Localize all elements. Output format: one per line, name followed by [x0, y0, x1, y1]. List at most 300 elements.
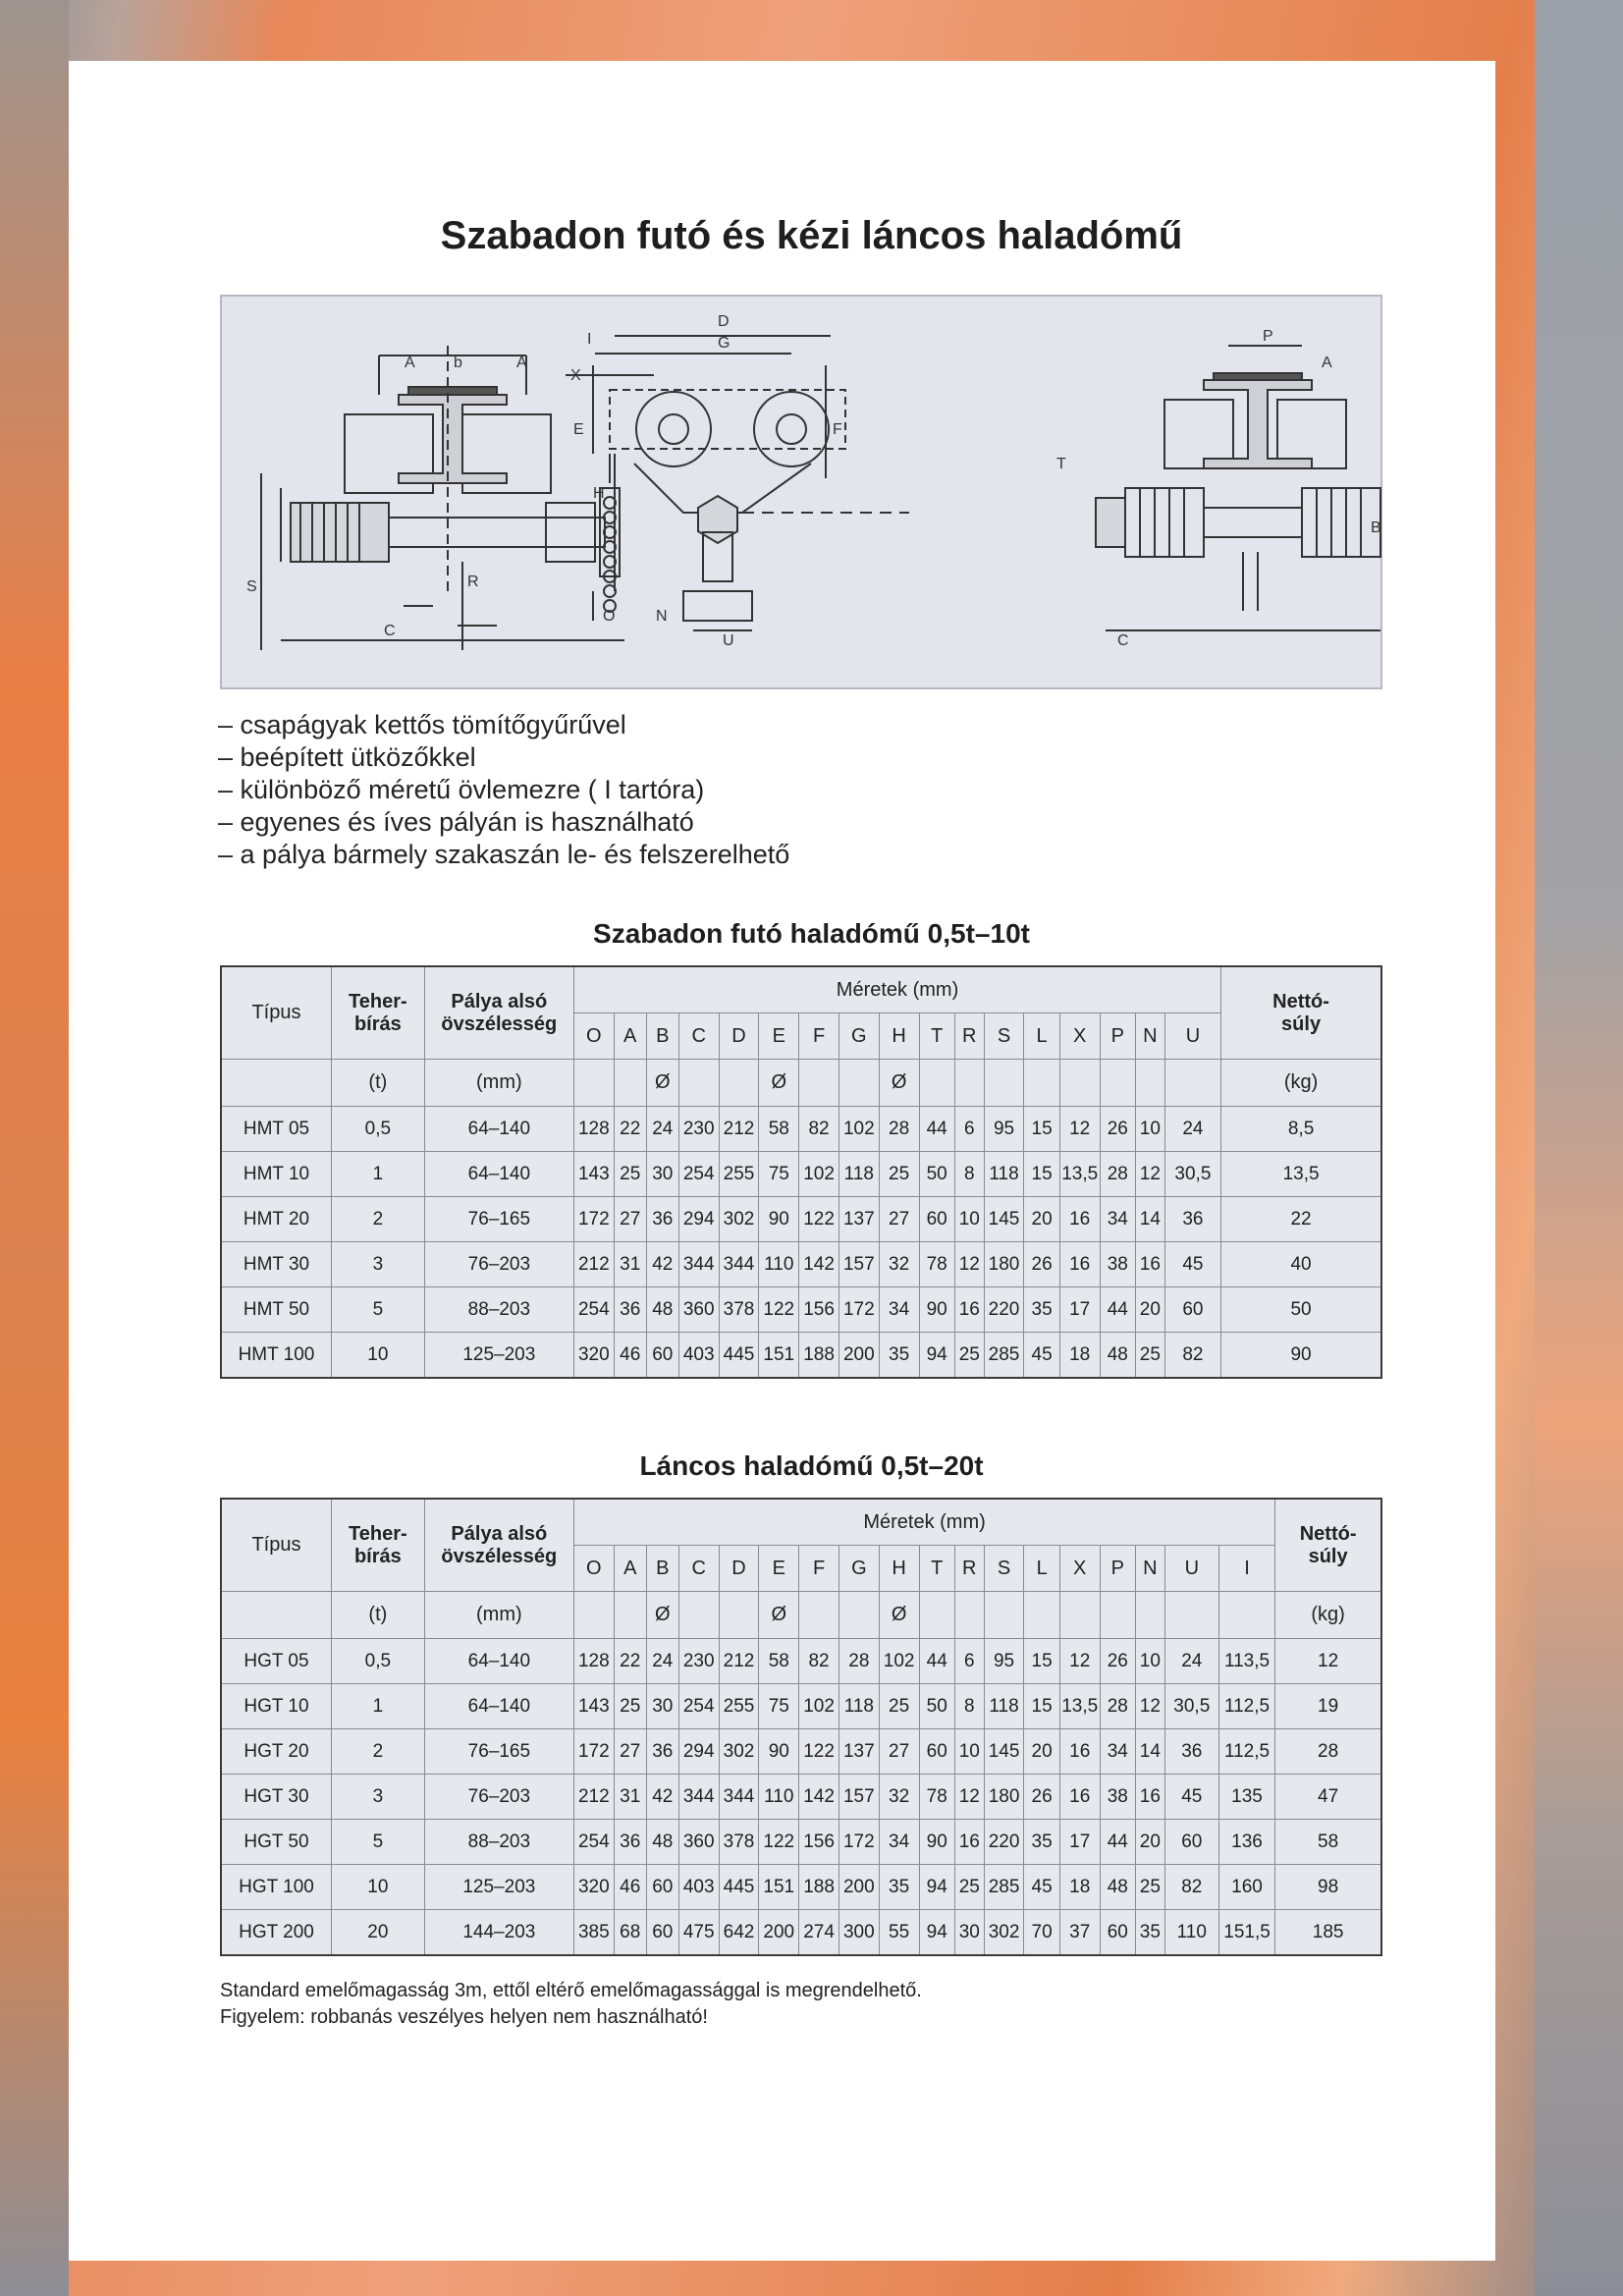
dimension-cell: 200 [839, 1333, 879, 1379]
dim-header: D [719, 1546, 759, 1592]
dimension-cell: 82 [799, 1107, 839, 1152]
table-row [221, 1775, 1381, 1820]
capacity-cell: 1 [331, 1684, 424, 1729]
col-header-tipus: Típus [221, 966, 331, 1060]
flange-width-cell: 76–165 [424, 1197, 573, 1242]
dimension-cell: 36 [646, 1729, 678, 1775]
dimension-cell: 22 [614, 1639, 646, 1684]
dimension-cell: 68 [614, 1910, 646, 1956]
dimension-cell: 48 [1100, 1333, 1135, 1379]
type-cell: HGT 200 [221, 1910, 331, 1956]
dimension-cell: 34 [879, 1820, 919, 1865]
unit-cell [1059, 1592, 1100, 1639]
dimension-cell: 112,5 [1218, 1684, 1274, 1729]
dim-header: C [678, 1546, 719, 1592]
dimension-cell: 403 [678, 1333, 719, 1379]
dimension-cell: 35 [1135, 1910, 1164, 1956]
weight-cell: 8,5 [1221, 1107, 1381, 1152]
dimension-cell: 294 [678, 1197, 719, 1242]
dimension-cell: 294 [678, 1729, 719, 1775]
dimension-cell: 102 [839, 1107, 879, 1152]
dimension-cell: 172 [839, 1287, 879, 1333]
unit-cell [614, 1592, 646, 1639]
dimension-cell: 320 [573, 1865, 614, 1910]
capacity-cell: 5 [331, 1287, 424, 1333]
table-row [221, 1729, 1381, 1775]
table-row [221, 1865, 1381, 1910]
note-warning: Figyelem: robbanás veszélyes helyen nem használható! [220, 2006, 708, 2028]
weight-cell: 90 [1221, 1333, 1381, 1379]
flange-width-cell: 64–140 [424, 1639, 573, 1684]
unit-cell [1135, 1592, 1164, 1639]
dimension-cell: 50 [919, 1684, 954, 1729]
weight-cell: 13,5 [1221, 1152, 1381, 1197]
dim-header: S [984, 1546, 1024, 1592]
unit-cell [919, 1060, 954, 1107]
dim-header: B [646, 1546, 678, 1592]
unit-cell: Ø [759, 1592, 799, 1639]
flange-width-cell: 64–140 [424, 1684, 573, 1729]
dimension-cell: 25 [614, 1152, 646, 1197]
dimension-label: A [516, 355, 527, 371]
dimension-label: A [1322, 355, 1332, 371]
dimension-cell: 151,5 [1218, 1910, 1274, 1956]
type-cell: HMT 50 [221, 1287, 331, 1333]
dimension-cell: 10 [954, 1197, 984, 1242]
dimension-cell: 16 [1059, 1729, 1100, 1775]
dimension-cell: 254 [678, 1684, 719, 1729]
dimension-cell: 16 [1059, 1775, 1100, 1820]
dimension-cell: 445 [719, 1865, 759, 1910]
dimension-cell: 25 [879, 1684, 919, 1729]
dim-header: S [984, 1013, 1024, 1060]
unit-cell [573, 1060, 614, 1107]
type-cell: HGT 20 [221, 1729, 331, 1775]
weight-cell: 50 [1221, 1287, 1381, 1333]
dimension-cell: 220 [984, 1820, 1024, 1865]
feature-item: – egyenes és íves pályán is használható [218, 806, 789, 839]
dim-header: L [1024, 1013, 1059, 1060]
feature-item: – csapágyak kettős tömítőgyűrűvel [218, 709, 789, 741]
dimension-cell: 135 [1218, 1775, 1274, 1820]
capacity-cell: 1 [331, 1152, 424, 1197]
dimension-label: X [570, 367, 581, 384]
dim-header: A [614, 1546, 646, 1592]
dimension-cell: 212 [573, 1775, 614, 1820]
dimension-cell: 10 [1135, 1639, 1164, 1684]
dimension-cell: 90 [919, 1287, 954, 1333]
capacity-cell: 0,5 [331, 1107, 424, 1152]
dimension-cell: 60 [646, 1910, 678, 1956]
dimension-cell: 344 [678, 1242, 719, 1287]
dimension-cell: 118 [984, 1152, 1024, 1197]
dimension-cell: 128 [573, 1639, 614, 1684]
unit-cell [839, 1060, 879, 1107]
unit-cell: (kg) [1275, 1592, 1381, 1639]
dimension-cell: 300 [839, 1910, 879, 1956]
left-edge-background [0, 0, 69, 2296]
dim-header: T [919, 1013, 954, 1060]
dimension-cell: 157 [839, 1242, 879, 1287]
dimension-cell: 42 [646, 1242, 678, 1287]
dimension-cell: 44 [1100, 1820, 1135, 1865]
dimension-cell: 14 [1135, 1197, 1164, 1242]
flange-width-cell: 76–203 [424, 1242, 573, 1287]
page-title: Szabadon futó és kézi láncos haladómű [440, 214, 1183, 257]
dimension-cell: 18 [1059, 1865, 1100, 1910]
dimension-cell: 82 [1164, 1865, 1218, 1910]
dim-header: G [839, 1546, 879, 1592]
dimension-cell: 20 [1135, 1287, 1164, 1333]
dim-header: H [879, 1013, 919, 1060]
flange-width-cell: 125–203 [424, 1333, 573, 1379]
unit-cell: (t) [331, 1060, 424, 1107]
dimension-cell: 212 [719, 1639, 759, 1684]
dimension-cell: 30 [646, 1684, 678, 1729]
dim-header: B [646, 1013, 678, 1060]
dimension-label: C [1117, 632, 1129, 649]
type-cell: HGT 50 [221, 1820, 331, 1865]
dimension-label: U [723, 632, 734, 649]
dimension-cell: 20 [1135, 1820, 1164, 1865]
dimension-cell: 94 [919, 1910, 954, 1956]
spec-table-hmt [220, 965, 1382, 1379]
dimension-cell: 45 [1164, 1242, 1220, 1287]
dimension-cell: 27 [614, 1729, 646, 1775]
capacity-cell: 3 [331, 1775, 424, 1820]
weight-cell: 28 [1275, 1729, 1381, 1775]
weight-cell: 98 [1275, 1865, 1381, 1910]
dimension-cell: 25 [1135, 1865, 1164, 1910]
capacity-cell: 2 [331, 1729, 424, 1775]
dimension-cell: 110 [759, 1775, 799, 1820]
dimension-cell: 38 [1100, 1242, 1135, 1287]
unit-cell: (mm) [424, 1060, 573, 1107]
dimension-cell: 102 [799, 1152, 839, 1197]
type-cell: HMT 30 [221, 1242, 331, 1287]
dimension-cell: 15 [1024, 1152, 1059, 1197]
dim-header: I [1218, 1546, 1274, 1592]
note-standard-height: Standard emelőmagasság 3m, ettől eltérő emelőmagassággal is megrendelhető. [220, 1980, 922, 2001]
dim-header: C [678, 1013, 719, 1060]
dimension-cell: 24 [646, 1107, 678, 1152]
dimension-cell: 94 [919, 1333, 954, 1379]
dimension-cell: 28 [879, 1107, 919, 1152]
table-row [221, 1287, 1381, 1333]
dimension-cell: 36 [1164, 1197, 1220, 1242]
capacity-cell: 10 [331, 1865, 424, 1910]
dimension-cell: 285 [984, 1333, 1024, 1379]
dimension-cell: 188 [799, 1865, 839, 1910]
dimension-cell: 25 [614, 1684, 646, 1729]
table-row [221, 1107, 1381, 1152]
dimension-cell: 156 [799, 1820, 839, 1865]
dimension-cell: 12 [954, 1775, 984, 1820]
unit-cell [678, 1592, 719, 1639]
dimension-cell: 6 [954, 1639, 984, 1684]
unit-cell [984, 1592, 1024, 1639]
table-row [221, 1639, 1381, 1684]
dimension-cell: 255 [719, 1684, 759, 1729]
unit-cell [1059, 1060, 1100, 1107]
dim-header: X [1059, 1013, 1100, 1060]
dimension-cell: 48 [1100, 1865, 1135, 1910]
capacity-cell: 2 [331, 1197, 424, 1242]
dimension-cell: 30 [954, 1910, 984, 1956]
dimension-cell: 26 [1100, 1107, 1135, 1152]
dimension-cell: 38 [1100, 1775, 1135, 1820]
dimension-cell: 48 [646, 1287, 678, 1333]
dimension-cell: 16 [1135, 1242, 1164, 1287]
dimension-cell: 34 [879, 1287, 919, 1333]
dimension-cell: 30 [646, 1152, 678, 1197]
feature-list [218, 709, 789, 871]
front-view-middle [566, 336, 909, 630]
dimension-cell: 475 [678, 1910, 719, 1956]
dimension-cell: 118 [839, 1684, 879, 1729]
dimension-cell: 12 [954, 1242, 984, 1287]
unit-cell [799, 1060, 839, 1107]
dimension-cell: 60 [1100, 1910, 1135, 1956]
unit-cell [1164, 1060, 1220, 1107]
dimension-cell: 15 [1024, 1684, 1059, 1729]
dimension-cell: 212 [719, 1107, 759, 1152]
dimension-cell: 27 [614, 1197, 646, 1242]
unit-cell [573, 1592, 614, 1639]
dimension-cell: 58 [759, 1107, 799, 1152]
dimension-cell: 143 [573, 1684, 614, 1729]
dimension-cell: 26 [1100, 1639, 1135, 1684]
flange-width-cell: 88–203 [424, 1820, 573, 1865]
dimension-cell: 143 [573, 1152, 614, 1197]
dimension-cell: 142 [799, 1775, 839, 1820]
capacity-cell: 3 [331, 1242, 424, 1287]
flange-width-cell: 64–140 [424, 1107, 573, 1152]
dimension-cell: 28 [1100, 1684, 1135, 1729]
dimension-cell: 344 [719, 1775, 759, 1820]
dimension-label: R [467, 574, 479, 590]
dimension-cell: 42 [646, 1775, 678, 1820]
dimension-cell: 254 [573, 1820, 614, 1865]
unit-cell [954, 1592, 984, 1639]
dimension-cell: 35 [879, 1333, 919, 1379]
dimension-cell: 200 [759, 1910, 799, 1956]
dimension-cell: 60 [646, 1865, 678, 1910]
dimension-label: D [718, 313, 730, 330]
dimension-cell: 32 [879, 1242, 919, 1287]
table-row [221, 1197, 1381, 1242]
dimension-cell: 230 [678, 1107, 719, 1152]
dimension-label: G [718, 335, 730, 352]
trolley-drawing-svg [222, 297, 1384, 691]
dimension-cell: 142 [799, 1242, 839, 1287]
dimension-cell: 160 [1218, 1865, 1274, 1910]
dimension-cell: 78 [919, 1775, 954, 1820]
dimension-cell: 24 [1164, 1639, 1218, 1684]
col-header-teherbiras: Teher- bírás [331, 1499, 424, 1592]
flange-width-cell: 125–203 [424, 1865, 573, 1910]
dimension-cell: 44 [919, 1639, 954, 1684]
dimension-cell: 302 [719, 1197, 759, 1242]
footnotes [220, 1978, 922, 2031]
unit-cell [1024, 1592, 1059, 1639]
weight-cell: 185 [1275, 1910, 1381, 1956]
unit-cell: (mm) [424, 1592, 573, 1639]
dimension-cell: 48 [646, 1820, 678, 1865]
capacity-cell: 20 [331, 1910, 424, 1956]
dimension-cell: 32 [879, 1775, 919, 1820]
dimension-cell: 25 [954, 1333, 984, 1379]
capacity-cell: 0,5 [331, 1639, 424, 1684]
dim-header: E [759, 1013, 799, 1060]
dimension-cell: 90 [759, 1729, 799, 1775]
dimension-cell: 26 [1024, 1775, 1059, 1820]
type-cell: HGT 10 [221, 1684, 331, 1729]
table-row [221, 1333, 1381, 1379]
dimension-cell: 34 [1100, 1197, 1135, 1242]
dimension-cell: 16 [1059, 1197, 1100, 1242]
dimension-cell: 157 [839, 1775, 879, 1820]
dimension-cell: 31 [614, 1775, 646, 1820]
dimension-cell: 46 [614, 1865, 646, 1910]
dimension-cell: 344 [678, 1775, 719, 1820]
technical-drawing [220, 295, 1382, 689]
dimension-cell: 44 [919, 1107, 954, 1152]
dimension-cell: 15 [1024, 1107, 1059, 1152]
dimension-cell: 110 [759, 1242, 799, 1287]
dimension-cell: 30,5 [1164, 1684, 1218, 1729]
dimension-cell: 6 [954, 1107, 984, 1152]
dimension-cell: 58 [759, 1639, 799, 1684]
dimension-cell: 13,5 [1059, 1684, 1100, 1729]
dimension-cell: 24 [646, 1639, 678, 1684]
dimension-cell: 8 [954, 1684, 984, 1729]
dimension-cell: 15 [1024, 1639, 1059, 1684]
dimension-cell: 36 [646, 1197, 678, 1242]
dimension-cell: 360 [678, 1820, 719, 1865]
side-view-left [261, 346, 624, 650]
dimension-label: C [384, 623, 396, 639]
dimension-cell: 37 [1059, 1910, 1100, 1956]
dimension-cell: 151 [759, 1865, 799, 1910]
feature-item: – beépített ütközőkkel [218, 741, 789, 774]
spec-table-hgt [220, 1498, 1382, 1956]
dimension-cell: 10 [1135, 1107, 1164, 1152]
dimension-cell: 24 [1164, 1107, 1220, 1152]
dim-header: A [614, 1013, 646, 1060]
dimension-cell: 90 [759, 1197, 799, 1242]
dimension-cell: 16 [954, 1820, 984, 1865]
dim-header: P [1100, 1013, 1135, 1060]
dimension-cell: 151 [759, 1333, 799, 1379]
dimension-cell: 35 [1024, 1287, 1059, 1333]
flange-width-cell: 64–140 [424, 1152, 573, 1197]
dimension-cell: 12 [1135, 1684, 1164, 1729]
dimension-cell: 254 [678, 1152, 719, 1197]
dim-header: R [954, 1546, 984, 1592]
dimension-label: H [593, 485, 605, 502]
dimension-cell: 136 [1218, 1820, 1274, 1865]
dim-header: P [1100, 1546, 1135, 1592]
dimension-cell: 118 [984, 1684, 1024, 1729]
dimension-cell: 60 [1164, 1287, 1220, 1333]
capacity-cell: 5 [331, 1820, 424, 1865]
dimension-cell: 274 [799, 1910, 839, 1956]
dimension-cell: 22 [614, 1107, 646, 1152]
dimension-cell: 200 [839, 1865, 879, 1910]
unit-cell [1218, 1592, 1274, 1639]
dimension-cell: 113,5 [1218, 1639, 1274, 1684]
dimension-cell: 50 [919, 1152, 954, 1197]
dimension-cell: 122 [799, 1197, 839, 1242]
dimension-cell: 137 [839, 1729, 879, 1775]
unit-cell [719, 1592, 759, 1639]
dim-header: U [1164, 1013, 1220, 1060]
dimension-cell: 45 [1024, 1865, 1059, 1910]
dimension-label: b [454, 355, 462, 371]
dimension-cell: 385 [573, 1910, 614, 1956]
type-cell: HMT 100 [221, 1333, 331, 1379]
dim-header: E [759, 1546, 799, 1592]
dimension-label: P [1263, 328, 1273, 345]
dimension-cell: 320 [573, 1333, 614, 1379]
weight-cell: 12 [1275, 1639, 1381, 1684]
dimension-cell: 17 [1059, 1287, 1100, 1333]
dimension-cell: 212 [573, 1242, 614, 1287]
feature-item: – különböző méretű övlemezre ( I tartóra) [218, 774, 789, 806]
dimension-cell: 255 [719, 1152, 759, 1197]
dimension-cell: 36 [614, 1820, 646, 1865]
dim-header: N [1135, 1013, 1164, 1060]
dimension-cell: 27 [879, 1729, 919, 1775]
table-row [221, 1910, 1381, 1956]
unit-cell [954, 1060, 984, 1107]
unit-cell [839, 1592, 879, 1639]
dimension-cell: 14 [1135, 1729, 1164, 1775]
dimension-cell: 60 [919, 1197, 954, 1242]
dimension-cell: 110 [1164, 1910, 1218, 1956]
weight-cell: 40 [1221, 1242, 1381, 1287]
dim-header: N [1135, 1546, 1164, 1592]
dimension-cell: 45 [1024, 1333, 1059, 1379]
dimension-cell: 145 [984, 1197, 1024, 1242]
flange-width-cell: 88–203 [424, 1287, 573, 1333]
dimension-cell: 145 [984, 1729, 1024, 1775]
dimension-cell: 46 [614, 1333, 646, 1379]
dimension-label: N [656, 608, 668, 625]
table-row [221, 1684, 1381, 1729]
dimension-cell: 12 [1059, 1639, 1100, 1684]
table-row [221, 1152, 1381, 1197]
unit-cell: Ø [879, 1060, 919, 1107]
type-cell: HMT 10 [221, 1152, 331, 1197]
dim-header: X [1059, 1546, 1100, 1592]
unit-cell [719, 1060, 759, 1107]
dim-header: T [919, 1546, 954, 1592]
dimension-cell: 28 [1100, 1152, 1135, 1197]
dimension-cell: 75 [759, 1152, 799, 1197]
dim-header: O [573, 1013, 614, 1060]
dimension-cell: 16 [1135, 1775, 1164, 1820]
dimension-cell: 82 [799, 1639, 839, 1684]
dimension-cell: 12 [1135, 1152, 1164, 1197]
unit-cell [1164, 1592, 1218, 1639]
dimension-cell: 180 [984, 1775, 1024, 1820]
dimension-cell: 360 [678, 1287, 719, 1333]
dimension-cell: 75 [759, 1684, 799, 1729]
dimension-cell: 12 [1059, 1107, 1100, 1152]
unit-cell: Ø [879, 1592, 919, 1639]
